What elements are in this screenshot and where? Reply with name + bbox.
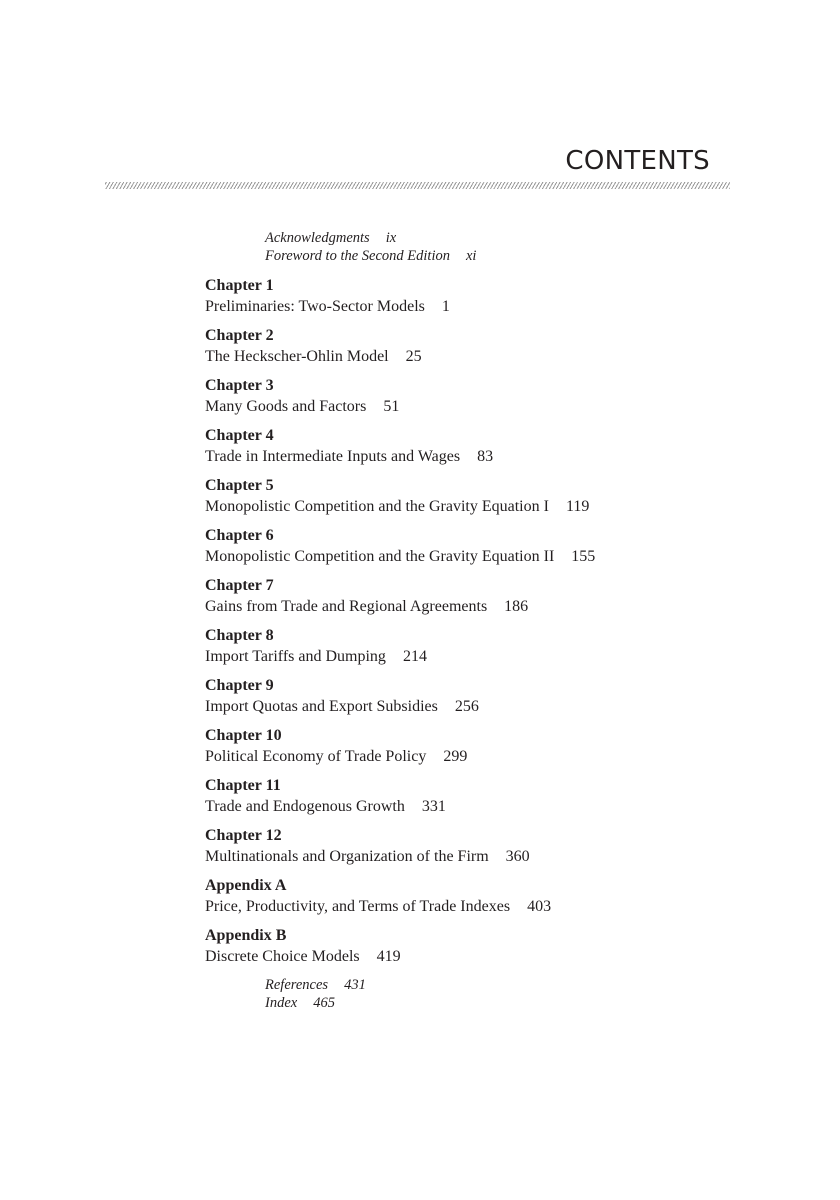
toc-entry-index[interactable] xyxy=(265,994,366,1012)
toc-entry-chapter-6[interactable] xyxy=(205,526,595,576)
chapter-title-line xyxy=(205,446,595,467)
chapter-title: The Heckscher-Ohlin Model xyxy=(205,348,389,365)
chapter-page-number: 214 xyxy=(402,648,427,665)
chapter-page-number: 155 xyxy=(571,548,596,565)
chapter-title: Gains from Trade and Regional Agreements xyxy=(205,598,488,615)
chapter-page-number: 83 xyxy=(477,448,494,465)
chapter-page-number: 51 xyxy=(383,398,400,415)
entry-page-number: 465 xyxy=(313,995,335,1011)
chapter-title-line xyxy=(205,846,595,867)
back-matter-list xyxy=(265,976,366,1012)
chapter-page-number: 119 xyxy=(565,498,590,515)
entry-title: Acknowledgments xyxy=(265,230,370,246)
toc-entry-foreword[interactable] xyxy=(265,247,476,265)
toc-entry-references[interactable] xyxy=(265,976,366,994)
chapter-title-line xyxy=(205,696,595,717)
chapter-title-line xyxy=(205,496,595,517)
toc-entry-appendix-a[interactable] xyxy=(205,876,595,926)
chapter-title: Political Economy of Trade Policy xyxy=(205,748,427,765)
chapter-title-line xyxy=(205,296,595,317)
chapter-title: Trade and Endogenous Growth xyxy=(205,798,405,815)
hatched-rule-divider xyxy=(105,182,730,189)
toc-entry-acknowledgments[interactable] xyxy=(265,229,476,247)
chapter-title: Multinationals and Organization of the Firm xyxy=(205,848,489,865)
chapter-title: Monopolistic Competition and the Gravity Equation I xyxy=(205,498,549,515)
entry-title: Foreword to the Second Edition xyxy=(265,248,450,264)
chapter-label: Appendix A xyxy=(205,877,287,894)
chapter-title-line xyxy=(205,796,595,817)
chapter-label: Chapter 2 xyxy=(205,327,274,344)
chapter-title-line xyxy=(205,546,595,567)
chapter-page-number: 331 xyxy=(421,798,446,815)
chapter-label: Chapter 7 xyxy=(205,577,274,594)
toc-entry-chapter-5[interactable] xyxy=(205,476,595,526)
chapter-page-number: 419 xyxy=(376,948,401,965)
chapter-label: Chapter 10 xyxy=(205,727,282,744)
toc-entry-chapter-8[interactable] xyxy=(205,626,595,676)
toc-entry-chapter-12[interactable] xyxy=(205,826,595,876)
toc-entry-chapter-11[interactable] xyxy=(205,776,595,826)
toc-entry-chapter-9[interactable] xyxy=(205,676,595,726)
chapter-label: Chapter 8 xyxy=(205,627,274,644)
chapter-title-line xyxy=(205,746,595,767)
chapter-label: Chapter 1 xyxy=(205,277,274,294)
toc-entry-appendix-b[interactable] xyxy=(205,926,595,976)
chapter-label: Chapter 11 xyxy=(205,777,281,794)
chapter-page-number: 256 xyxy=(454,698,479,715)
toc-entry-chapter-7[interactable] xyxy=(205,576,595,626)
chapter-page-number: 299 xyxy=(443,748,468,765)
chapter-page-number: 186 xyxy=(504,598,529,615)
chapter-title: Preliminaries: Two-Sector Models xyxy=(205,298,425,315)
entry-page-number: 431 xyxy=(344,977,366,993)
front-matter-list xyxy=(265,229,476,265)
toc-entry-chapter-10[interactable] xyxy=(205,726,595,776)
chapter-title-line xyxy=(205,396,595,417)
toc-entry-chapter-4[interactable] xyxy=(205,426,595,476)
chapter-title-line xyxy=(205,596,595,617)
chapter-label: Chapter 5 xyxy=(205,477,274,494)
chapter-label: Chapter 9 xyxy=(205,677,274,694)
chapter-title: Import Tariffs and Dumping xyxy=(205,648,386,665)
chapter-label: Chapter 4 xyxy=(205,427,274,444)
toc-entry-chapter-3[interactable] xyxy=(205,376,595,426)
chapter-page-number: 403 xyxy=(527,898,552,915)
chapter-label: Chapter 6 xyxy=(205,527,274,544)
chapter-title-line xyxy=(205,346,595,367)
entry-title: References xyxy=(265,977,329,993)
page-title: CONTENTS xyxy=(565,146,710,176)
chapter-title: Import Quotas and Export Subsidies xyxy=(205,698,438,715)
chapter-label: Chapter 12 xyxy=(205,827,282,844)
chapter-title: Many Goods and Factors xyxy=(205,398,367,415)
chapter-page-number: 360 xyxy=(505,848,530,865)
chapter-label: Chapter 3 xyxy=(205,377,274,394)
chapter-page-number: 1 xyxy=(441,298,450,315)
chapter-title: Discrete Choice Models xyxy=(205,948,360,965)
toc-entry-chapter-1[interactable] xyxy=(205,276,595,326)
chapter-label: Appendix B xyxy=(205,927,287,944)
entry-page-number: ix xyxy=(385,230,397,246)
toc-entry-chapter-2[interactable] xyxy=(205,326,595,376)
chapter-list xyxy=(205,276,595,976)
entry-page-number: xi xyxy=(465,248,477,264)
chapter-title-line xyxy=(205,896,595,917)
chapter-title: Price, Productivity, and Terms of Trade Indexes xyxy=(205,898,511,915)
chapter-title-line xyxy=(205,646,595,667)
chapter-title: Trade in Intermediate Inputs and Wages xyxy=(205,448,461,465)
entry-title: Index xyxy=(265,995,298,1011)
chapter-title: Monopolistic Competition and the Gravity Equation II xyxy=(205,548,555,565)
chapter-page-number: 25 xyxy=(405,348,422,365)
chapter-title-line xyxy=(205,946,595,967)
